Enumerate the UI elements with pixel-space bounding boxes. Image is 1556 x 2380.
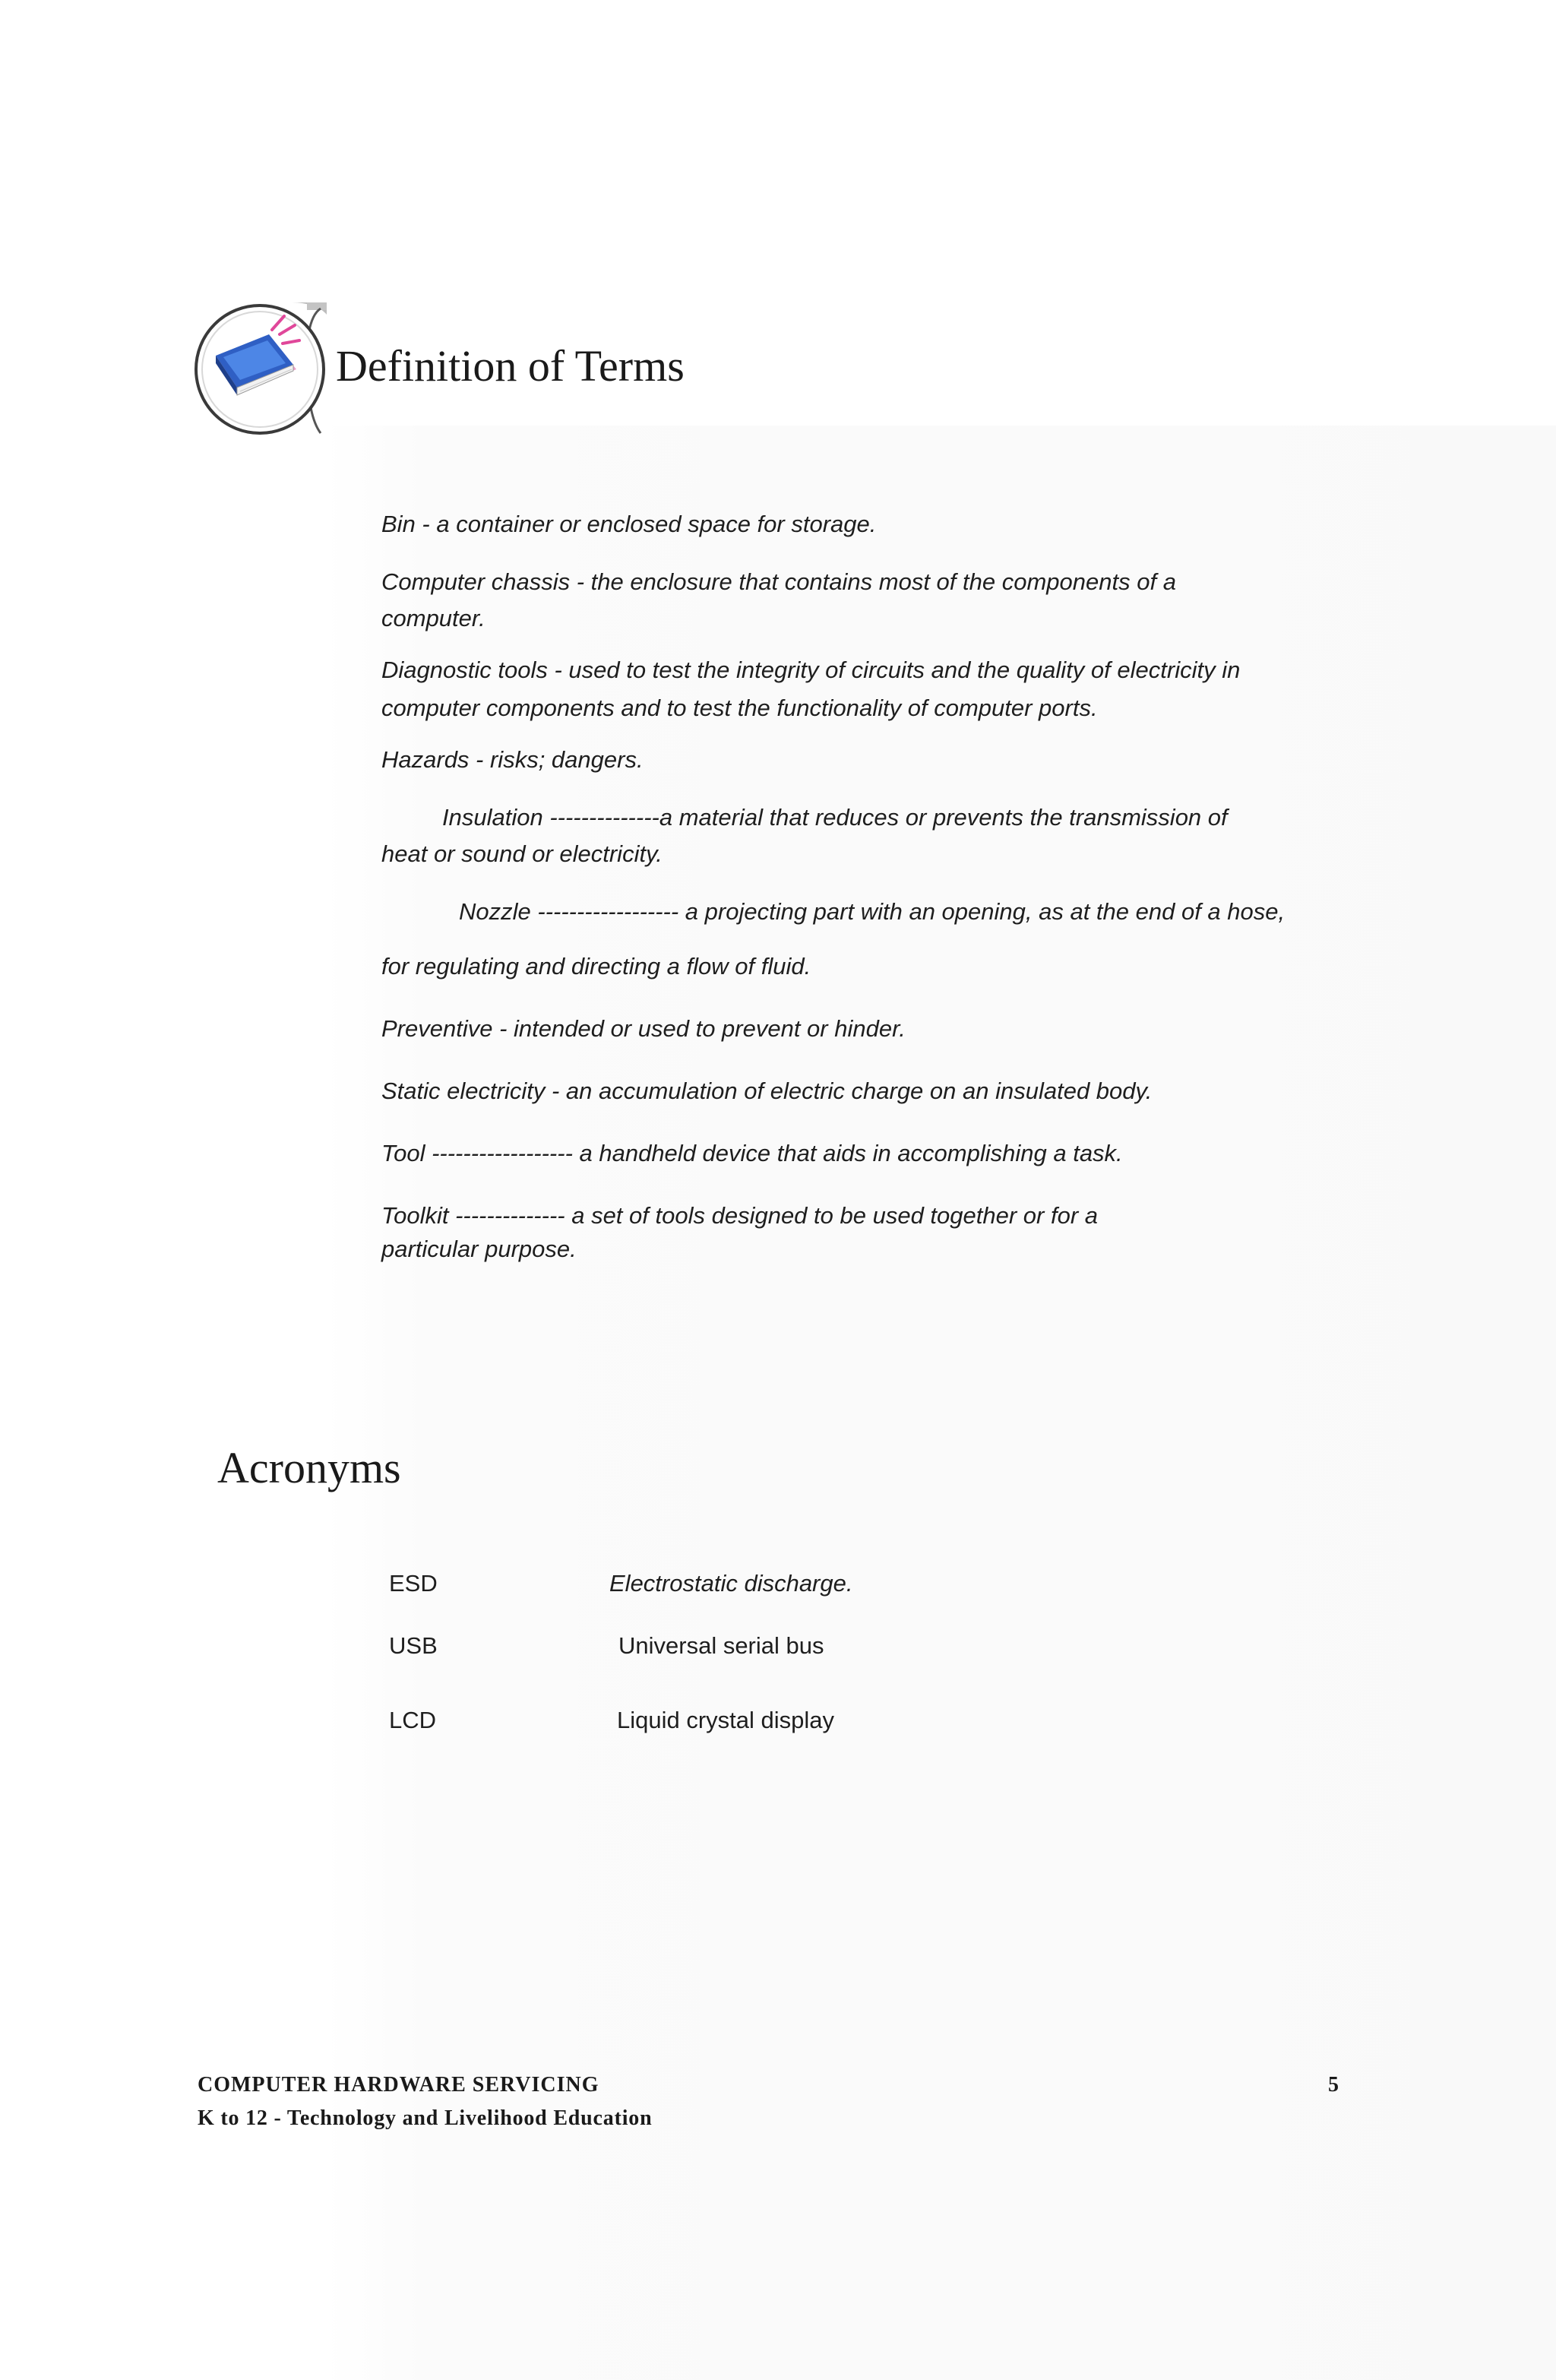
term-hazards: Hazards - risks; dangers. (381, 746, 644, 773)
term-bin: Bin - a container or enclosed space for storage. (381, 511, 877, 537)
term-nozzle-continued: for regulating and directing a flow of fluid. (381, 953, 811, 980)
book-icon (193, 299, 327, 438)
acronyms-title: Acronyms (217, 1443, 401, 1492)
acronym-meaning: Electrostatic discharge. (609, 1570, 853, 1597)
term-preventive: Preventive - intended or used to prevent or hinder. (381, 1015, 906, 1042)
term-toolkit: Toolkit -------------- a set of tools designed to be used together or for a (381, 1202, 1099, 1229)
term-computer-chassis: Computer chassis - the enclosure that contains most of the components of a (381, 568, 1176, 595)
definition-of-terms-title: Definition of Terms (336, 341, 685, 391)
term-diagnostic-tools-continued: computer components and to test the functionality of computer ports. (381, 695, 1098, 721)
acronym-abbr: LCD (389, 1707, 437, 1733)
acronym-abbr: USB (389, 1632, 438, 1659)
footer-course-title: COMPUTER HARDWARE SERVICING (198, 2073, 599, 2097)
term-insulation-continued: heat or sound or electricity. (381, 840, 663, 867)
page-number: 5 (1328, 2073, 1339, 2097)
term-toolkit-continued: particular purpose. (381, 1236, 577, 1262)
term-tool: Tool ------------------ a handheld device that aids in accomplishing a task. (381, 1140, 1123, 1166)
term-diagnostic-tools: Diagnostic tools - used to test the integrity of circuits and the quality of electricity in (381, 657, 1241, 683)
term-static-electricity: Static electricity - an accumulation of electric charge on an insulated body. (381, 1078, 1153, 1104)
term-insulation: Insulation --------------a material that reduces or prevents the transmission of (442, 804, 1228, 831)
acronym-meaning: Liquid crystal display (617, 1707, 835, 1733)
footer-program-title: K to 12 - Technology and Livelihood Education (198, 2106, 653, 2130)
term-computer-chassis-continued: computer. (381, 605, 485, 631)
term-nozzle: Nozzle ------------------ a projecting part with an opening, as at the end of a hose, (459, 898, 1286, 925)
acronym-meaning: Universal serial bus (618, 1632, 824, 1659)
acronym-abbr: ESD (389, 1570, 438, 1597)
